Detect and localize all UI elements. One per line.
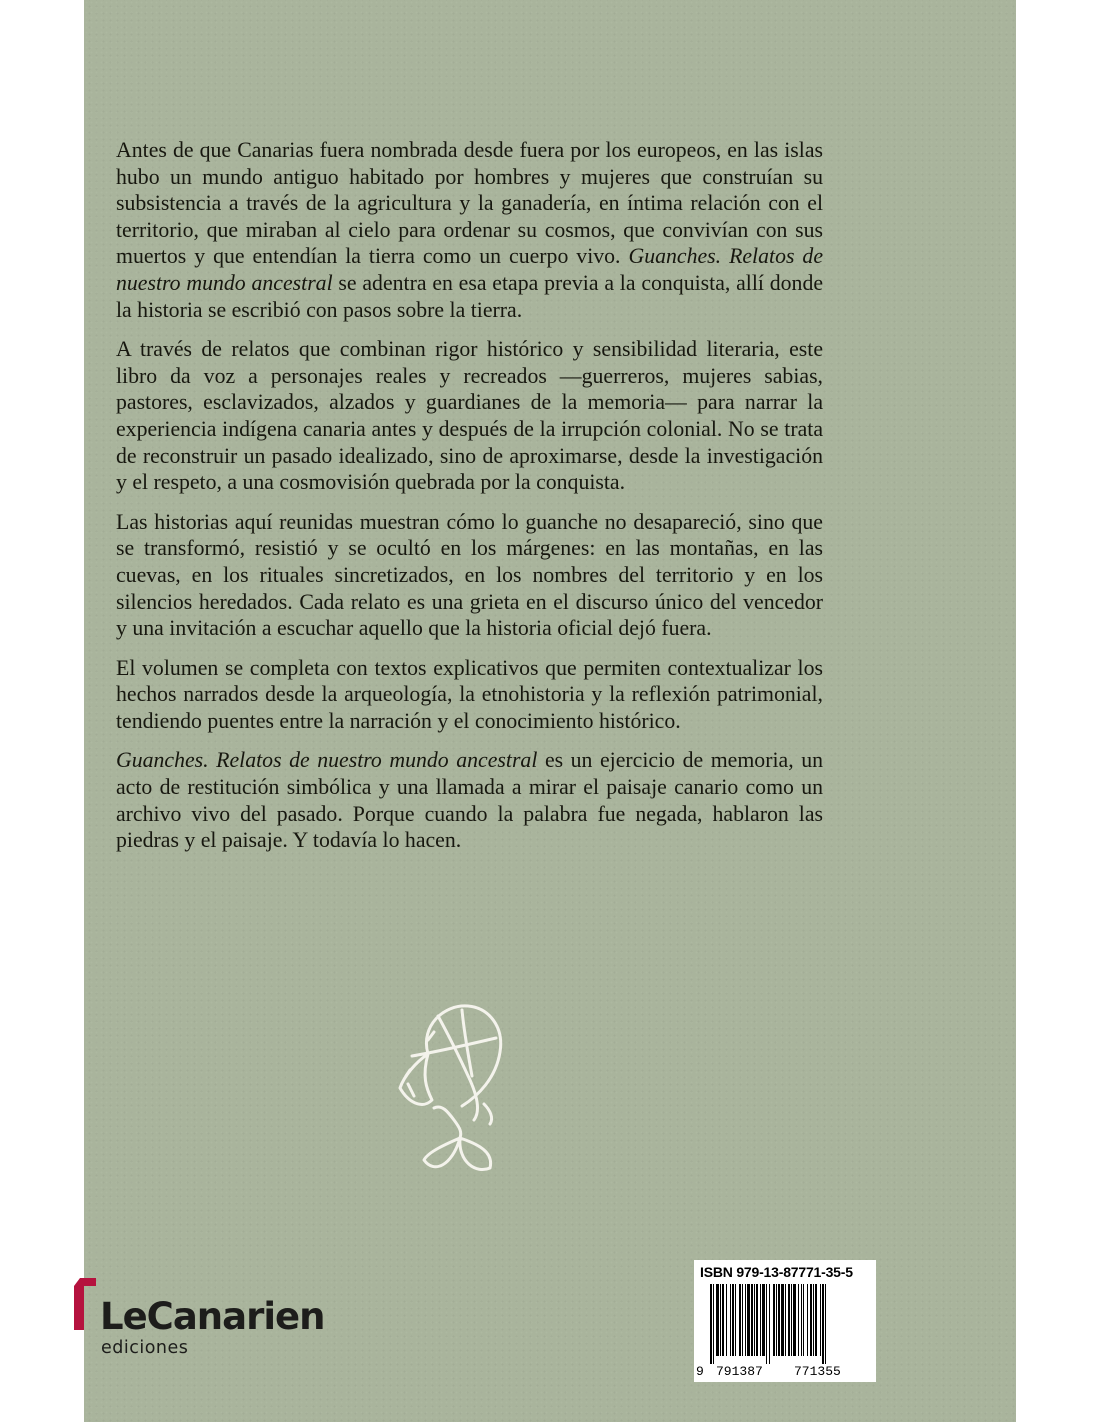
barcode-bar <box>756 1284 758 1356</box>
barcode-bar <box>726 1284 727 1356</box>
barcode-digit-lead: 9 <box>696 1364 704 1379</box>
barcode-bar <box>766 1284 767 1364</box>
barcode-bars <box>698 1284 874 1364</box>
barcode-digits-left: 791387 <box>716 1364 763 1379</box>
barcode-bar <box>820 1284 821 1356</box>
barcode-bar <box>785 1284 786 1356</box>
publisher-logo <box>74 1276 325 1358</box>
guanche-engraving-icon <box>398 992 508 1178</box>
isbn-label: ISBN 979-13-87771-35-5 <box>700 1264 853 1280</box>
barcode-bar <box>813 1284 814 1356</box>
book-title-mention-2: Guanches. Relatos de nuestro mundo ancestral <box>116 748 538 773</box>
barcode-bar <box>762 1284 765 1356</box>
barcode-bar <box>781 1284 784 1356</box>
isbn-barcode <box>694 1260 876 1382</box>
paragraph-1-start: Antes de que Canarias fuera nombrada desde fuera por los europeos, en las islas hubo un mundo antiguo habitado por hombres y mujeres que construían su subsistencia a través de la agricultura y la ganadería, en íntima relación con el territorio, que miraban al cielo para ordenar su cosmos, que convivían con sus muertos y que entendían la tierra como un cuerpo vivo. <box>116 138 823 269</box>
barcode-bar <box>810 1284 812 1356</box>
barcode-bar <box>803 1284 804 1356</box>
barcode-bar <box>745 1284 746 1356</box>
barcode-bar <box>822 1284 824 1364</box>
barcode-bar <box>720 1284 721 1356</box>
barcode-bar <box>742 1284 743 1356</box>
barcode-bar <box>722 1284 724 1356</box>
barcode-bar <box>751 1284 753 1356</box>
paragraph-5-end: es un ejercicio de memoria, un acto de restitución simbólica y una llamada a mirar el paisaje canario como un archivo vivo del pasado. Porque cuando la palabra fue negada, hablaron las piedras y el paisaje. Y todavía lo hacen. <box>116 748 823 853</box>
barcode-bar <box>710 1284 712 1364</box>
barcode-bar <box>776 1284 777 1356</box>
barcode-bar <box>791 1284 792 1356</box>
barcode-bar <box>760 1284 761 1356</box>
paragraph-3: Las historias aquí reunidas muestran cómo lo guanche no desapareció, sino que se transformó, resistió y se ocultó en los márgenes: en las montañas, en las cuevas, en los rituales sincretizados, en los nombres del territorio y en los silencios heredados. Cada relato es una grieta en el discurso único del vencedor y una invitación a escuchar aquello que la historia oficial dejó fuera. <box>116 509 823 641</box>
barcode-bar <box>716 1284 719 1356</box>
barcode-bar <box>798 1284 799 1356</box>
barcode-bar <box>801 1284 802 1356</box>
barcode-bar <box>788 1284 790 1356</box>
book-title-mention: Guanches. Relatos de nuestro mundo ancestral <box>116 244 823 295</box>
synopsis <box>116 137 823 867</box>
barcode-bar <box>730 1284 731 1356</box>
barcode-bar <box>739 1284 741 1356</box>
barcode-bar <box>735 1284 736 1356</box>
barcode-bar <box>713 1284 714 1364</box>
paragraph-5 <box>116 747 823 853</box>
paragraph-4: El volumen se completa con textos explicativos que permiten contextualizar los hechos narrados desde la arqueología, la etnohistoria y la reflexión patrimonial, tendiendo puentes entre la narración y el conocimiento histórico. <box>116 655 823 733</box>
barcode-bar <box>825 1284 826 1364</box>
barcode-bar <box>754 1284 755 1356</box>
publisher-imprint: ediciones <box>101 1338 189 1358</box>
barcode-bar <box>793 1284 796 1356</box>
barcode-bar <box>773 1284 775 1356</box>
paragraph-2: A través de relatos que combinan rigor histórico y sensibilidad literaria, este libro da voz a personajes reales y recreados —guerreros, mujeres sabias, pastores, esclavizados, alzados y guardianes de la memoria— para narrar la experiencia indígena canaria antes y después de la irrupción colonial. No se trata de reconstruir un pasado idealizado, sino de aproximarse, desde la investigación y el respeto, a una cosmovisión quebrada por la conquista. <box>116 337 823 495</box>
barcode-bar <box>747 1284 750 1356</box>
barcode-bar <box>732 1284 734 1356</box>
barcode-digits-right: 771355 <box>794 1364 841 1379</box>
barcode-bar <box>807 1284 808 1356</box>
paragraph-1-end: se adentra en esa etapa previa a la conquista, allí donde la historia se escribió con pasos sobre la tierra. <box>116 270 824 322</box>
barcode-bar <box>778 1284 780 1356</box>
publisher-name: LeCanarien <box>100 1295 325 1338</box>
publisher-mark-icon <box>74 1278 96 1330</box>
paragraph-1 <box>116 137 823 323</box>
barcode-bar <box>769 1284 770 1364</box>
barcode-bar <box>815 1284 817 1356</box>
